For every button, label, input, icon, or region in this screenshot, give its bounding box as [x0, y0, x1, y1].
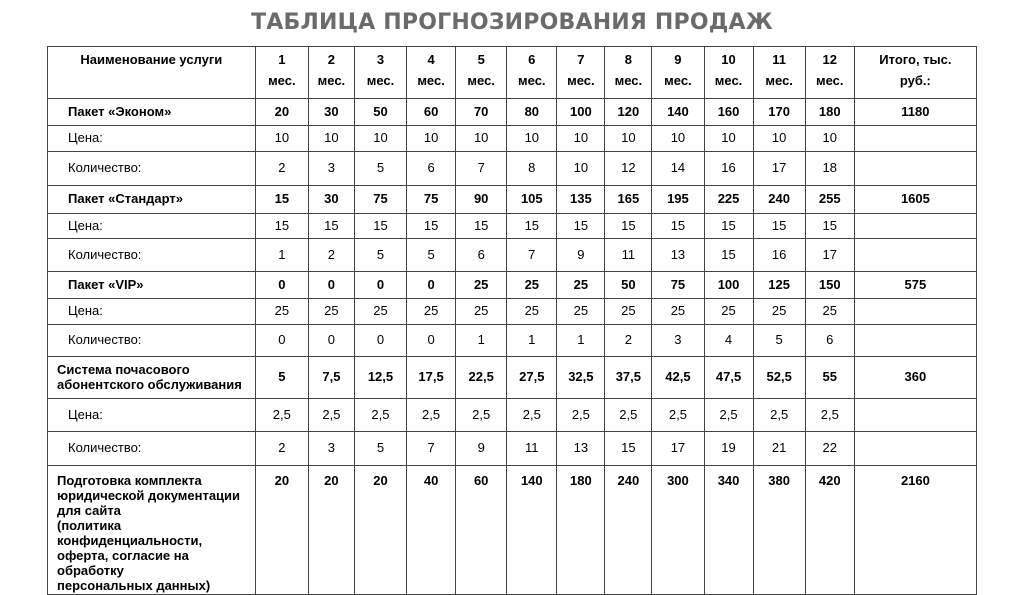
header-month-unit: мес.: [816, 73, 844, 89]
month-value-cell: 25: [456, 272, 507, 299]
month-value-cell: 0: [354, 272, 406, 299]
month-value-cell: 10: [456, 126, 507, 152]
package-row: [48, 186, 977, 214]
month-value-cell: 13: [557, 432, 605, 466]
detail-row: [48, 152, 977, 186]
month-value-cell: 37,5: [605, 357, 652, 399]
month-value-cell: 10: [557, 126, 605, 152]
row-total-cell: [854, 299, 976, 325]
header-month-unit: мес.: [567, 73, 595, 89]
month-value-cell: 30: [308, 99, 354, 126]
row-name: Цена:: [68, 303, 103, 319]
month-value-cell: 21: [753, 432, 805, 466]
month-value-cell: 15: [652, 214, 704, 239]
month-value-cell: 11: [605, 239, 652, 272]
row-total-cell: [854, 214, 976, 239]
month-value-cell: 5: [255, 357, 308, 399]
row-total-cell: 1605: [854, 186, 976, 214]
month-value-cell: 15: [805, 214, 854, 239]
month-value-cell: 125: [753, 272, 805, 299]
month-value-cell: 15: [354, 214, 406, 239]
header-month: [557, 47, 605, 99]
header-month: [456, 47, 507, 99]
month-value-cell: 20: [255, 466, 308, 595]
row-total-cell: [854, 152, 976, 186]
month-value-cell: 15: [704, 239, 753, 272]
header-month-number: 3: [376, 52, 385, 67]
month-value-cell: 0: [354, 325, 406, 357]
header-month-number: 8: [624, 52, 632, 67]
month-value-cell: 12,5: [354, 357, 406, 399]
package-row: [48, 99, 977, 126]
month-value-cell: 300: [652, 466, 704, 595]
header-month-number: 1: [278, 52, 286, 67]
row-name: Количество:: [68, 440, 142, 456]
row-total-cell: 575: [854, 272, 976, 299]
month-value-cell: 25: [407, 299, 456, 325]
month-value-cell: 15: [605, 432, 652, 466]
month-value-cell: 2,5: [652, 399, 704, 432]
month-value-cell: 10: [507, 126, 557, 152]
header-month-number: 2: [327, 52, 336, 67]
month-value-cell: 0: [308, 272, 354, 299]
month-value-cell: 10: [652, 126, 704, 152]
header-month-number: 4: [427, 52, 435, 67]
month-value-cell: 17: [753, 152, 805, 186]
month-value-cell: 1: [557, 325, 605, 357]
month-value-cell: 25: [805, 299, 854, 325]
month-value-cell: 1: [456, 325, 507, 357]
row-total-cell: 1180: [854, 99, 976, 126]
detail-row: [48, 325, 977, 357]
month-value-cell: 3: [652, 325, 704, 357]
month-value-cell: 10: [308, 126, 354, 152]
header-month: [308, 47, 354, 99]
month-value-cell: 13: [652, 239, 704, 272]
month-value-cell: 2: [255, 432, 308, 466]
month-value-cell: 240: [753, 186, 805, 214]
detail-row: [48, 299, 977, 325]
row-name-line: абонентского обслуживания: [57, 376, 242, 392]
row-total-cell: [854, 239, 976, 272]
row-name-cell: [48, 272, 256, 299]
month-value-cell: 25: [456, 299, 507, 325]
month-value-cell: 7: [456, 152, 507, 186]
sales-forecast-table: [47, 46, 977, 595]
header-total: [854, 47, 976, 99]
header-month-unit: мес.: [417, 73, 445, 89]
month-value-cell: 75: [652, 272, 704, 299]
month-value-cell: 15: [605, 214, 652, 239]
month-value-cell: 20: [354, 466, 406, 595]
row-name: Количество:: [68, 160, 142, 176]
month-value-cell: 160: [704, 99, 753, 126]
month-value-cell: 25: [557, 272, 605, 299]
row-name-line: для сайта: [57, 502, 121, 518]
month-value-cell: 9: [557, 239, 605, 272]
header-month: [407, 47, 456, 99]
month-value-cell: 9: [456, 432, 507, 466]
row-name-cell: [48, 325, 256, 357]
header-month: [507, 47, 557, 99]
month-value-cell: 17: [805, 239, 854, 272]
row-name: Количество:: [68, 332, 142, 348]
month-value-cell: 25: [652, 299, 704, 325]
month-value-cell: 15: [255, 214, 308, 239]
month-value-cell: 5: [354, 152, 406, 186]
month-value-cell: 15: [507, 214, 557, 239]
month-value-cell: 255: [805, 186, 854, 214]
month-value-cell: 140: [507, 466, 557, 595]
row-name-cell: [48, 432, 256, 466]
month-value-cell: 0: [407, 272, 456, 299]
header-month-number: 9: [674, 52, 682, 67]
detail-row: [48, 399, 977, 432]
row-name-cell: [48, 99, 256, 126]
month-value-cell: 10: [354, 126, 406, 152]
month-value-cell: 80: [507, 99, 557, 126]
month-value-cell: 10: [557, 152, 605, 186]
row-name-line: оферта, согласие на обработку: [57, 547, 189, 578]
row-name: Цена:: [68, 406, 103, 422]
month-value-cell: 2: [255, 152, 308, 186]
month-value-cell: 25: [308, 299, 354, 325]
month-value-cell: 120: [605, 99, 652, 126]
month-value-cell: 135: [557, 186, 605, 214]
month-value-cell: 5: [753, 325, 805, 357]
detail-row: [48, 126, 977, 152]
month-value-cell: 22,5: [456, 357, 507, 399]
row-total-cell: [854, 325, 976, 357]
month-value-cell: 25: [557, 299, 605, 325]
month-value-cell: 2,5: [255, 399, 308, 432]
header-month-unit: мес.: [268, 73, 296, 89]
detail-row: [48, 214, 977, 239]
month-value-cell: 380: [753, 466, 805, 595]
header-month-number: 7: [577, 52, 585, 67]
month-value-cell: 25: [753, 299, 805, 325]
month-value-cell: 100: [704, 272, 753, 299]
header-month-number: 11: [772, 52, 787, 67]
row-name-cell: [48, 152, 256, 186]
month-value-cell: 0: [308, 325, 354, 357]
row-name-cell: [48, 357, 256, 399]
header-month-number: 6: [528, 52, 536, 67]
month-value-cell: 17,5: [407, 357, 456, 399]
month-value-cell: 75: [407, 186, 456, 214]
header-service-name: [48, 47, 256, 99]
month-value-cell: 22: [805, 432, 854, 466]
header-total-line1: Итого, тыс.: [879, 52, 952, 67]
month-value-cell: 2,5: [507, 399, 557, 432]
month-value-cell: 180: [557, 466, 605, 595]
month-value-cell: 50: [605, 272, 652, 299]
header-month: [605, 47, 652, 99]
row-name-cell: [48, 186, 256, 214]
month-value-cell: 42,5: [652, 357, 704, 399]
month-value-cell: 15: [407, 214, 456, 239]
month-value-cell: 0: [255, 272, 308, 299]
header-month-number: 5: [477, 52, 485, 67]
month-value-cell: 140: [652, 99, 704, 126]
header-month: [354, 47, 406, 99]
month-value-cell: 32,5: [557, 357, 605, 399]
month-value-cell: 1: [255, 239, 308, 272]
package-row: [48, 466, 977, 595]
month-value-cell: 10: [255, 126, 308, 152]
row-name-cell: [48, 466, 256, 595]
month-value-cell: 3: [308, 432, 354, 466]
detail-row: [48, 432, 977, 466]
month-value-cell: 100: [557, 99, 605, 126]
package-row: [48, 272, 977, 299]
month-value-cell: 10: [605, 126, 652, 152]
month-value-cell: 20: [308, 466, 354, 595]
month-value-cell: 15: [753, 214, 805, 239]
month-value-cell: 150: [805, 272, 854, 299]
month-value-cell: 25: [354, 299, 406, 325]
month-value-cell: 25: [507, 299, 557, 325]
month-value-cell: 170: [753, 99, 805, 126]
row-name-line: Система почасового: [57, 361, 190, 377]
header-month-unit: мес.: [366, 73, 395, 89]
month-value-cell: 27,5: [507, 357, 557, 399]
header-month-unit: мес.: [765, 73, 793, 89]
month-value-cell: 0: [407, 325, 456, 357]
month-value-cell: 2: [308, 239, 354, 272]
month-value-cell: 16: [704, 152, 753, 186]
month-value-cell: 4: [704, 325, 753, 357]
month-value-cell: 20: [255, 99, 308, 126]
month-value-cell: 6: [805, 325, 854, 357]
month-value-cell: 7: [407, 432, 456, 466]
header-month-unit: мес.: [614, 73, 643, 89]
month-value-cell: 420: [805, 466, 854, 595]
month-value-cell: 6: [407, 152, 456, 186]
month-value-cell: 5: [354, 432, 406, 466]
header-total-line2: руб.:: [899, 73, 931, 89]
row-name: Цена:: [68, 217, 103, 233]
detail-row: [48, 239, 977, 272]
month-value-cell: 18: [805, 152, 854, 186]
month-value-cell: 90: [456, 186, 507, 214]
month-value-cell: 195: [652, 186, 704, 214]
month-value-cell: 40: [407, 466, 456, 595]
row-name-line: Подготовка комплекта: [57, 473, 202, 488]
month-value-cell: 2: [605, 325, 652, 357]
row-name: Пакет «Стандарт»: [68, 191, 184, 207]
month-value-cell: 105: [507, 186, 557, 214]
row-name: Пакет «VIP»: [68, 276, 144, 292]
month-value-cell: 15: [704, 214, 753, 239]
month-value-cell: 70: [456, 99, 507, 126]
row-name-cell: [48, 214, 256, 239]
month-value-cell: 5: [354, 239, 406, 272]
month-value-cell: 1: [507, 325, 557, 357]
month-value-cell: 12: [605, 152, 652, 186]
month-value-cell: 16: [753, 239, 805, 272]
month-value-cell: 47,5: [704, 357, 753, 399]
row-total-cell: [854, 126, 976, 152]
header-month-unit: мес.: [467, 73, 495, 89]
month-value-cell: 180: [805, 99, 854, 126]
month-value-cell: 340: [704, 466, 753, 595]
row-total-cell: [854, 399, 976, 432]
month-value-cell: 2,5: [605, 399, 652, 432]
header-month-unit: мес.: [664, 73, 692, 89]
row-name-line: (политика конфиденциальности,: [57, 517, 203, 548]
row-total-cell: 360: [854, 357, 976, 399]
header-service-name-label: Наименование услуги: [80, 52, 223, 67]
header-month: [753, 47, 805, 99]
month-value-cell: 0: [255, 325, 308, 357]
month-value-cell: 15: [308, 214, 354, 239]
month-value-cell: 5: [407, 239, 456, 272]
header-month: [704, 47, 753, 99]
month-value-cell: 25: [605, 299, 652, 325]
month-value-cell: 52,5: [753, 357, 805, 399]
month-value-cell: 11: [507, 432, 557, 466]
row-total-cell: [854, 432, 976, 466]
month-value-cell: 2,5: [308, 399, 354, 432]
month-value-cell: 10: [753, 126, 805, 152]
header-month: [652, 47, 704, 99]
row-name-cell: [48, 399, 256, 432]
row-name-cell: [48, 126, 256, 152]
row-total-cell: 2160: [854, 466, 976, 595]
row-name: Пакет «Эконом»: [68, 103, 172, 119]
header-month: [805, 47, 854, 99]
month-value-cell: 7: [507, 239, 557, 272]
month-value-cell: 15: [557, 214, 605, 239]
month-value-cell: 25: [255, 299, 308, 325]
row-name-line: персональных данных): [57, 577, 211, 593]
row-name-line: юридической документации: [57, 487, 241, 503]
month-value-cell: 3: [308, 152, 354, 186]
month-value-cell: 2,5: [354, 399, 406, 432]
month-value-cell: 2,5: [704, 399, 753, 432]
month-value-cell: 25: [507, 272, 557, 299]
month-value-cell: 2,5: [456, 399, 507, 432]
month-value-cell: 10: [805, 126, 854, 152]
month-value-cell: 25: [704, 299, 753, 325]
row-name: Количество:: [68, 246, 142, 262]
month-value-cell: 2,5: [407, 399, 456, 432]
month-value-cell: 7,5: [308, 357, 354, 399]
month-value-cell: 19: [704, 432, 753, 466]
header-month-number: 12: [822, 52, 837, 67]
page-title: ТАБЛИЦА ПРОГНОЗИРОВАНИЯ ПРОДАЖ: [251, 10, 773, 35]
month-value-cell: 2,5: [753, 399, 805, 432]
row-name: Цена:: [68, 130, 103, 146]
month-value-cell: 10: [407, 126, 456, 152]
month-value-cell: 17: [652, 432, 704, 466]
month-value-cell: 60: [407, 99, 456, 126]
month-value-cell: 60: [456, 466, 507, 595]
month-value-cell: 8: [507, 152, 557, 186]
month-value-cell: 75: [354, 186, 406, 214]
header-month-unit: мес.: [317, 73, 346, 89]
month-value-cell: 10: [704, 126, 753, 152]
month-value-cell: 15: [255, 186, 308, 214]
month-value-cell: 2,5: [805, 399, 854, 432]
month-value-cell: 55: [805, 357, 854, 399]
month-value-cell: 225: [704, 186, 753, 214]
month-value-cell: 2,5: [557, 399, 605, 432]
month-value-cell: 30: [308, 186, 354, 214]
header-month-number: 10: [721, 52, 736, 67]
header-month-unit: мес.: [518, 73, 546, 89]
package-row: [48, 357, 977, 399]
month-value-cell: 50: [354, 99, 406, 126]
month-value-cell: 165: [605, 186, 652, 214]
month-value-cell: 14: [652, 152, 704, 186]
header-month-unit: мес.: [714, 73, 743, 89]
month-value-cell: 6: [456, 239, 507, 272]
header-row: [48, 47, 977, 99]
month-value-cell: 240: [605, 466, 652, 595]
header-month: [255, 47, 308, 99]
month-value-cell: 15: [456, 214, 507, 239]
row-name-cell: [48, 299, 256, 325]
row-name-cell: [48, 239, 256, 272]
